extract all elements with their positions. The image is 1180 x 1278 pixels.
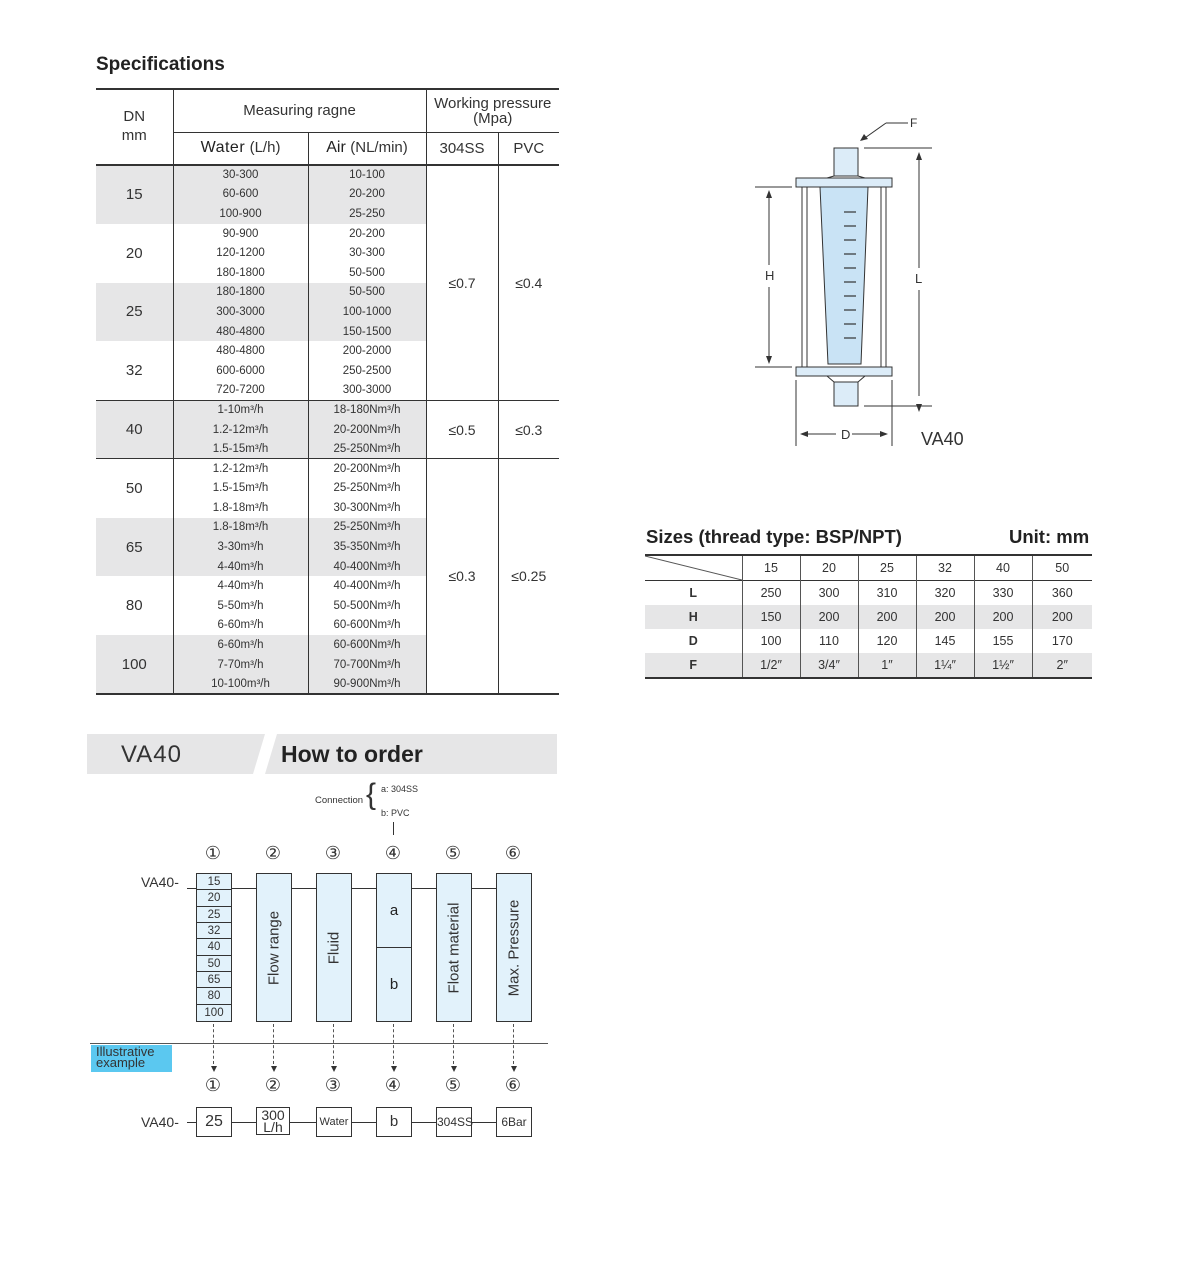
dn-header [96, 89, 173, 165]
order-title: How to order [281, 741, 423, 767]
connection-label: Connection [315, 795, 364, 806]
water-range-cell: 180-1800 [173, 263, 308, 283]
size-value-cell: 155 [974, 629, 1032, 653]
va40-dimension-diagram [740, 100, 980, 460]
label-d: D [841, 427, 851, 442]
water-range-cell: 480-4800 [173, 322, 308, 342]
size-value-cell: 200 [858, 605, 916, 629]
size-value-cell: 150 [742, 605, 800, 629]
flow-range-label: Flow range [265, 910, 283, 985]
air-range-cell: 70-700Nm³/h [308, 655, 426, 675]
float-material-box [436, 873, 472, 1022]
air-range-cell: 20-200Nm³/h [308, 420, 426, 440]
dn-option: 80 [197, 988, 231, 1004]
size-row [645, 581, 1092, 606]
step-number: ⑥ [504, 843, 522, 863]
water-range-cell: 7-70m³/h [173, 655, 308, 675]
dn-cell: 50 [96, 459, 173, 518]
diagonal-line [645, 556, 742, 580]
guide-arrow [331, 1066, 337, 1072]
diagram-model-label: VA40 [921, 429, 964, 449]
air-range-cell: 25-250Nm³/h [308, 518, 426, 538]
water-range-cell: 720-7200 [173, 381, 308, 401]
air-range-cell: 150-1500 [308, 322, 426, 342]
water-unit: (L/h) [249, 139, 281, 157]
water-range-cell: 480-4800 [173, 341, 308, 361]
air-range-cell: 25-250Nm³/h [308, 479, 426, 499]
max-pressure-box [496, 873, 532, 1022]
dn-label: DN [123, 108, 146, 125]
water-range-cell: 90-900 [173, 224, 308, 244]
air-range-cell: 200-2000 [308, 341, 426, 361]
working-pressure-unit: (Mpa) [473, 109, 513, 127]
size-column-header: 25 [858, 555, 916, 581]
air-range-cell: 40-400Nm³/h [308, 557, 426, 577]
size-value-cell: 200 [916, 605, 974, 629]
fluid-label: Fluid [325, 931, 343, 964]
example-value-box: b [376, 1107, 412, 1137]
dn-option: 50 [197, 956, 231, 972]
label-l: L [915, 271, 923, 286]
pressure-pvc-cell: ≤0.25 [498, 459, 559, 694]
air-range-cell: 250-2500 [308, 361, 426, 381]
dashed-guide [513, 1024, 514, 1064]
size-row-label: L [645, 581, 742, 606]
example-connector-line [187, 1122, 527, 1123]
step-number: ④ [384, 1075, 402, 1095]
water-range-cell: 1.8-18m³/h [173, 498, 308, 518]
size-row-label: F [645, 653, 742, 678]
step-number: ① [204, 1075, 222, 1095]
air-range-cell: 18-180Nm³/h [308, 400, 426, 420]
size-value-cell: 1¼″ [916, 653, 974, 678]
illustrative-example-label: Illustrative example [91, 1045, 172, 1072]
sizes-body [645, 581, 1092, 679]
air-range-cell: 60-600Nm³/h [308, 635, 426, 655]
example-value-box: 25 [196, 1107, 232, 1137]
dn-cell: 20 [96, 224, 173, 283]
size-value-cell: 1½″ [974, 653, 1032, 678]
fluid-box [316, 873, 352, 1022]
connection-tick [393, 822, 394, 835]
pressure-304ss-cell: ≤0.3 [426, 459, 498, 694]
water-range-cell: 60-600 [173, 185, 308, 205]
water-range-cell: 100-900 [173, 204, 308, 224]
pressure-pvc-cell: ≤0.3 [498, 400, 559, 459]
size-value-cell: 100 [742, 629, 800, 653]
water-label: Water [200, 139, 246, 157]
size-value-cell: 330 [974, 581, 1032, 606]
size-column-header: 32 [916, 555, 974, 581]
air-range-cell: 90-900Nm³/h [308, 674, 426, 694]
dn-option: 15 [197, 874, 231, 890]
size-row-label: D [645, 629, 742, 653]
air-range-cell: 25-250 [308, 204, 426, 224]
size-value-cell: 250 [742, 581, 800, 606]
air-range-cell: 10-100 [308, 165, 426, 185]
air-range-cell: 30-300 [308, 243, 426, 263]
bottom-connector [834, 382, 858, 406]
size-value-cell: 120 [858, 629, 916, 653]
water-range-cell: 120-1200 [173, 243, 308, 263]
water-range-cell: 1.5-15m³/h [173, 479, 308, 499]
size-column-header: 40 [974, 555, 1032, 581]
sizes-corner-cell [645, 555, 742, 581]
air-range-cell: 25-250Nm³/h [308, 439, 426, 459]
air-range-cell: 20-200 [308, 185, 426, 205]
pressure-304ss-cell: ≤0.5 [426, 400, 498, 459]
water-range-cell: 30-300 [173, 165, 308, 185]
order-prefix: VA40- [141, 874, 179, 890]
spec-row [96, 459, 559, 479]
size-column-header: 15 [742, 555, 800, 581]
water-range-cell: 10-100m³/h [173, 674, 308, 694]
size-value-cell: 145 [916, 629, 974, 653]
dn-cell: 32 [96, 341, 173, 400]
air-range-cell: 50-500 [308, 263, 426, 283]
working-pressure-header [426, 89, 559, 132]
size-column-header: 50 [1055, 561, 1070, 575]
size-value-cell: 1″ [858, 653, 916, 678]
step-number: ③ [324, 1075, 342, 1095]
step-number: ⑥ [504, 1075, 522, 1095]
dashed-guide [333, 1024, 334, 1064]
dn-cell: 15 [96, 165, 173, 224]
air-range-cell: 35-350Nm³/h [308, 537, 426, 557]
size-value-cell: 1/2″ [742, 653, 800, 678]
water-range-cell: 4-40m³/h [173, 557, 308, 577]
air-range-cell: 50-500Nm³/h [308, 596, 426, 616]
example-value-box: Water [316, 1107, 352, 1137]
dn-cell: 25 [96, 283, 173, 342]
water-range-cell: 1.5-15m³/h [173, 439, 308, 459]
spec-row [96, 400, 559, 420]
max-pressure-label: Max. Pressure [505, 899, 523, 996]
specifications-body [96, 165, 559, 694]
sizes-title: Sizes (thread type: BSP/NPT) [646, 526, 902, 547]
water-range-cell: 6-60m³/h [173, 635, 308, 655]
size-value-cell: 170 [1051, 634, 1073, 648]
working-pressure-label: Working pressure [434, 94, 552, 112]
water-range-cell: 300-3000 [173, 302, 308, 322]
air-unit: (NL/min) [350, 139, 408, 157]
size-value-cell: 200 [1051, 610, 1073, 624]
example-value-box: 300 L/h [256, 1107, 290, 1135]
order-connector-line [187, 888, 530, 889]
guide-arrow [211, 1066, 217, 1072]
water-range-cell: 5-50m³/h [173, 596, 308, 616]
pressure-304ss-cell: ≤0.7 [426, 165, 498, 400]
flow-range-box [256, 873, 292, 1022]
bottom-flange [796, 367, 892, 376]
measuring-range-header: Measuring ragne [173, 89, 426, 132]
water-range-cell: 180-1800 [173, 283, 308, 303]
size-value-cell: 200 [800, 605, 858, 629]
size-value-cell: 3/4″ [800, 653, 858, 678]
guide-arrow [271, 1066, 277, 1072]
air-header [308, 132, 426, 165]
step-number: ⑤ [444, 843, 462, 863]
example-separator [90, 1043, 548, 1044]
specifications-table [96, 88, 559, 695]
water-range-cell: 1.2-12m³/h [173, 459, 308, 479]
connection-box [376, 873, 412, 1022]
size-row [645, 629, 1092, 653]
order-model-label: VA40 [121, 741, 182, 768]
size-row [645, 653, 1092, 678]
air-range-cell: 300-3000 [308, 381, 426, 401]
dashed-guide [453, 1024, 454, 1064]
connection-box-a: a [377, 874, 411, 948]
dn-option: 100 [204, 1006, 224, 1019]
dn-option: 20 [197, 890, 231, 906]
size-value-cell: 300 [800, 581, 858, 606]
dn-options-box [196, 873, 232, 1022]
step-number: ⑤ [444, 1075, 462, 1095]
air-range-cell: 100-1000 [308, 302, 426, 322]
pressure-pvc-cell: ≤0.4 [498, 165, 559, 400]
dn-unit: mm [121, 127, 147, 144]
sizes-table [645, 554, 1092, 679]
dn-option: 25 [197, 907, 231, 923]
dn-option: 32 [197, 923, 231, 939]
guide-arrow [511, 1066, 517, 1072]
air-range-cell: 40-400Nm³/h [308, 576, 426, 596]
label-h: H [765, 268, 775, 283]
water-range-cell: 600-6000 [173, 361, 308, 381]
size-value-cell: 360 [1051, 586, 1073, 600]
air-range-cell: 20-200Nm³/h [308, 459, 426, 479]
size-value-cell: 2″ [1056, 658, 1068, 672]
size-value-cell: 310 [858, 581, 916, 606]
example-prefix: VA40- [141, 1114, 179, 1130]
example-value-box: 304SS [436, 1107, 472, 1137]
connection-option-b: b: PVC [381, 808, 410, 818]
guide-arrow [391, 1066, 397, 1072]
water-range-cell: 3-30m³/h [173, 537, 308, 557]
sizes-unit: Unit: mm [1009, 526, 1090, 547]
step-number: ② [264, 1075, 282, 1095]
dn-cell: 100 [96, 635, 173, 694]
size-value-cell: 110 [800, 629, 858, 653]
air-range-cell: 60-600Nm³/h [308, 616, 426, 636]
dn-option: 65 [197, 972, 231, 988]
top-flange [796, 178, 892, 187]
dn-cell: 65 [96, 518, 173, 577]
air-range-cell: 20-200 [308, 224, 426, 244]
step-number: ③ [324, 843, 342, 863]
specifications-title: Specifications [96, 54, 225, 75]
dashed-guide [213, 1024, 214, 1064]
size-value-cell: 320 [916, 581, 974, 606]
size-value-cell: 200 [974, 605, 1032, 629]
connection-option-a: a: 304SS [381, 784, 419, 794]
dashed-guide [273, 1024, 274, 1064]
connection-brace: { [366, 778, 377, 811]
size-row [645, 605, 1092, 629]
guide-arrow [451, 1066, 457, 1072]
dn-cell: 80 [96, 576, 173, 635]
air-label: Air [326, 139, 346, 157]
step-number: ② [264, 843, 282, 863]
step-number: ④ [384, 843, 402, 863]
water-header [173, 132, 308, 165]
dn-option: 40 [197, 939, 231, 955]
ss-header: 304SS [426, 132, 498, 165]
size-row-label: H [645, 605, 742, 629]
label-f: F [910, 116, 918, 130]
water-range-cell: 1.8-18m³/h [173, 518, 308, 538]
water-range-cell: 6-60m³/h [173, 616, 308, 636]
water-range-cell: 1-10m³/h [173, 400, 308, 420]
pvc-header: PVC [498, 132, 559, 165]
top-connector [834, 148, 858, 176]
connection-box-b: b [389, 976, 399, 993]
water-range-cell: 4-40m³/h [173, 576, 308, 596]
example-value-box: 6Bar [496, 1107, 532, 1137]
spec-row [96, 165, 559, 185]
dn-cell: 40 [96, 400, 173, 459]
float-material-label: Float material [445, 902, 463, 993]
size-column-header: 20 [800, 555, 858, 581]
step-number: ① [204, 843, 222, 863]
air-range-cell: 50-500 [308, 283, 426, 303]
dashed-guide [393, 1024, 394, 1064]
air-range-cell: 30-300Nm³/h [308, 498, 426, 518]
water-range-cell: 1.2-12m³/h [173, 420, 308, 440]
